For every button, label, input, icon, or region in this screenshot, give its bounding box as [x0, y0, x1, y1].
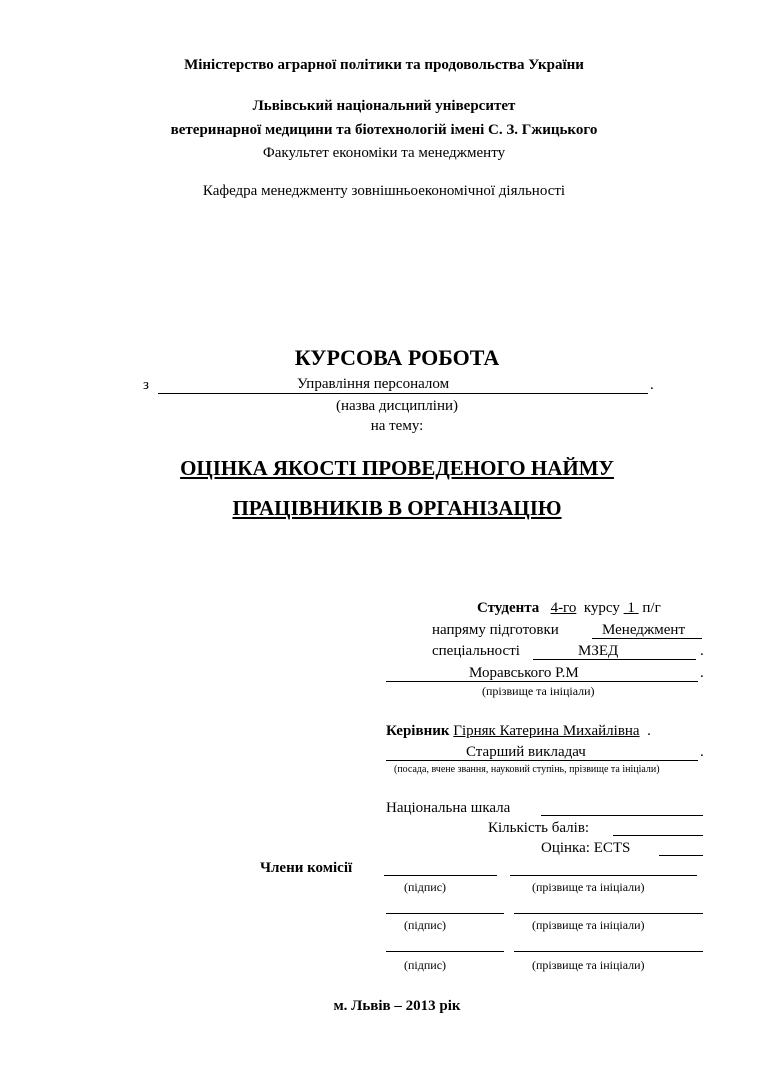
place-year: м. Львів – 2013 рік — [333, 998, 461, 1014]
signature-caption-3: (підпис) — [404, 958, 447, 972]
commission-name-line-2[interactable] — [514, 913, 703, 914]
commission-name-line-3[interactable] — [514, 951, 703, 952]
name-caption-2: (прізвище та ініціали) — [532, 918, 645, 932]
supervisor-caption: (посада, вчене звання, науковий ступінь, прізвище та ініціали) — [394, 764, 660, 775]
discipline-dot: . — [650, 377, 654, 393]
supervisor-position: Старший викладач — [466, 744, 586, 760]
commission-signature-line-2[interactable] — [386, 913, 504, 914]
ministry-name: Міністерство аграрної політики та продовольства України — [184, 57, 584, 73]
specialty-label: спеціальності — [432, 643, 520, 659]
name-caption-1: (прізвище та ініціали) — [532, 880, 645, 894]
direction-value: Менеджмент — [602, 622, 686, 638]
supervisor-row: Керівник Гірняк Катерина Михайлівна . — [386, 723, 651, 739]
commission-name-line-1[interactable] — [510, 875, 697, 876]
faculty-name: Факультет економіки та менеджменту — [262, 145, 506, 161]
points-label: Кількість балів: — [488, 820, 590, 836]
supervisor-name: Гірняк Катерина Михайлівна — [453, 723, 640, 739]
points-field[interactable] — [613, 835, 703, 836]
name-caption-3: (прізвище та ініціали) — [532, 958, 645, 972]
discipline-name: Управління персоналом — [297, 376, 450, 392]
commission-signature-line-1[interactable] — [384, 875, 497, 876]
topic-caption: на тему: — [370, 418, 424, 434]
commission-label: Члени комісії — [260, 860, 353, 876]
specialty-value: МЗЕД — [578, 643, 619, 659]
discipline-caption: (назва дисципліни) — [336, 398, 458, 414]
signature-caption-2: (підпис) — [404, 918, 447, 932]
ects-field[interactable] — [659, 855, 703, 856]
group-label: п/г — [642, 600, 661, 616]
supervisor-label: Керівник — [386, 723, 450, 739]
student-name: Моравського Р.М — [469, 665, 579, 681]
student-row — [477, 600, 661, 617]
group-value: 1 — [627, 600, 635, 616]
discipline-prefix: з — [143, 377, 149, 393]
commission-signature-line-3[interactable] — [386, 951, 504, 952]
signature-caption-1: (підпис) — [404, 880, 447, 894]
course-value: 4-го — [550, 600, 577, 616]
topic-title-line1: ОЦІНКА ЯКОСТІ ПРОВЕДЕНОГО НАЙМУ — [180, 456, 614, 480]
course-label: курсу — [583, 600, 620, 616]
university-name-line1: Львівський національний університет — [252, 98, 516, 114]
topic-title-line2: ПРАЦІВНИКІВ В ОРГАНІЗАЦІЮ — [232, 496, 562, 520]
national-scale-label: Національна шкала — [386, 800, 511, 816]
discipline-underline — [158, 393, 648, 394]
direction-label: напряму підготовки — [432, 622, 559, 638]
student-label: Студента — [477, 600, 540, 616]
university-name-line2: ветеринарної медицини та біотехнологій імені С. З. Гжицького — [170, 122, 598, 138]
work-type-title: КУРСОВА РОБОТА — [294, 345, 500, 370]
student-name-caption: (прізвище та ініціали) — [482, 684, 595, 698]
department-name: Кафедра менеджменту зовнішньоекономічної діяльності — [202, 183, 566, 199]
national-scale-field[interactable] — [541, 815, 703, 816]
ects-label: Оцінка: ECTS — [541, 840, 631, 856]
